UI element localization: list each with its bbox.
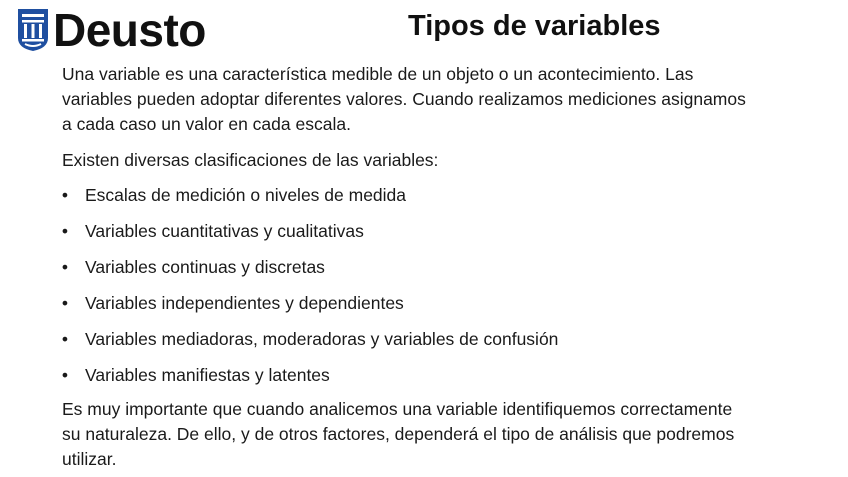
list-item (62, 217, 752, 253)
list-item (62, 289, 752, 325)
list-item (62, 181, 752, 217)
list-item-text: Variables cuantitativas y cualitativas (85, 221, 364, 241)
outro-paragraph: Es muy importante que cuando analicemos una variable identifiquemos correctamente su naturaleza. De ello, y de otros factores, dependerá el tipo de análisis que podremos utilizar. (62, 399, 735, 469)
deusto-logo (17, 6, 206, 54)
bullet-icon: • (61, 329, 69, 349)
slide-body (62, 62, 752, 472)
list-item-text: Escalas de medición o niveles de medida (85, 185, 407, 205)
bullet-icon: • (61, 293, 69, 313)
bullet-icon: • (61, 185, 69, 205)
lead-paragraph: Existen diversas clasificaciones de las variables: (62, 150, 439, 170)
bullet-icon: • (61, 365, 69, 385)
slide-title: Tipos de variables (408, 10, 661, 42)
bullet-icon: • (61, 221, 69, 241)
list-item (62, 253, 752, 289)
list-item-text: Variables mediadoras, moderadoras y variables de confusión (85, 329, 559, 349)
list-item (62, 325, 752, 361)
bullet-icon: • (61, 257, 69, 277)
intro-paragraph: Una variable es una característica medible de un objeto o un acontecimiento. Las variables pueden adoptar diferentes valores. Cuando realizamos mediciones asignamos a cada caso un valor en cada escala. (62, 64, 746, 134)
list-item-text: Variables manifiestas y latentes (85, 365, 330, 385)
list-item-text: Variables continuas y discretas (85, 257, 325, 277)
deusto-wordmark: Deusto (53, 4, 206, 56)
classification-list (62, 181, 752, 397)
deusto-shield-icon (17, 8, 49, 52)
list-item (62, 361, 752, 397)
list-item-text: Variables independientes y dependientes (85, 293, 404, 313)
